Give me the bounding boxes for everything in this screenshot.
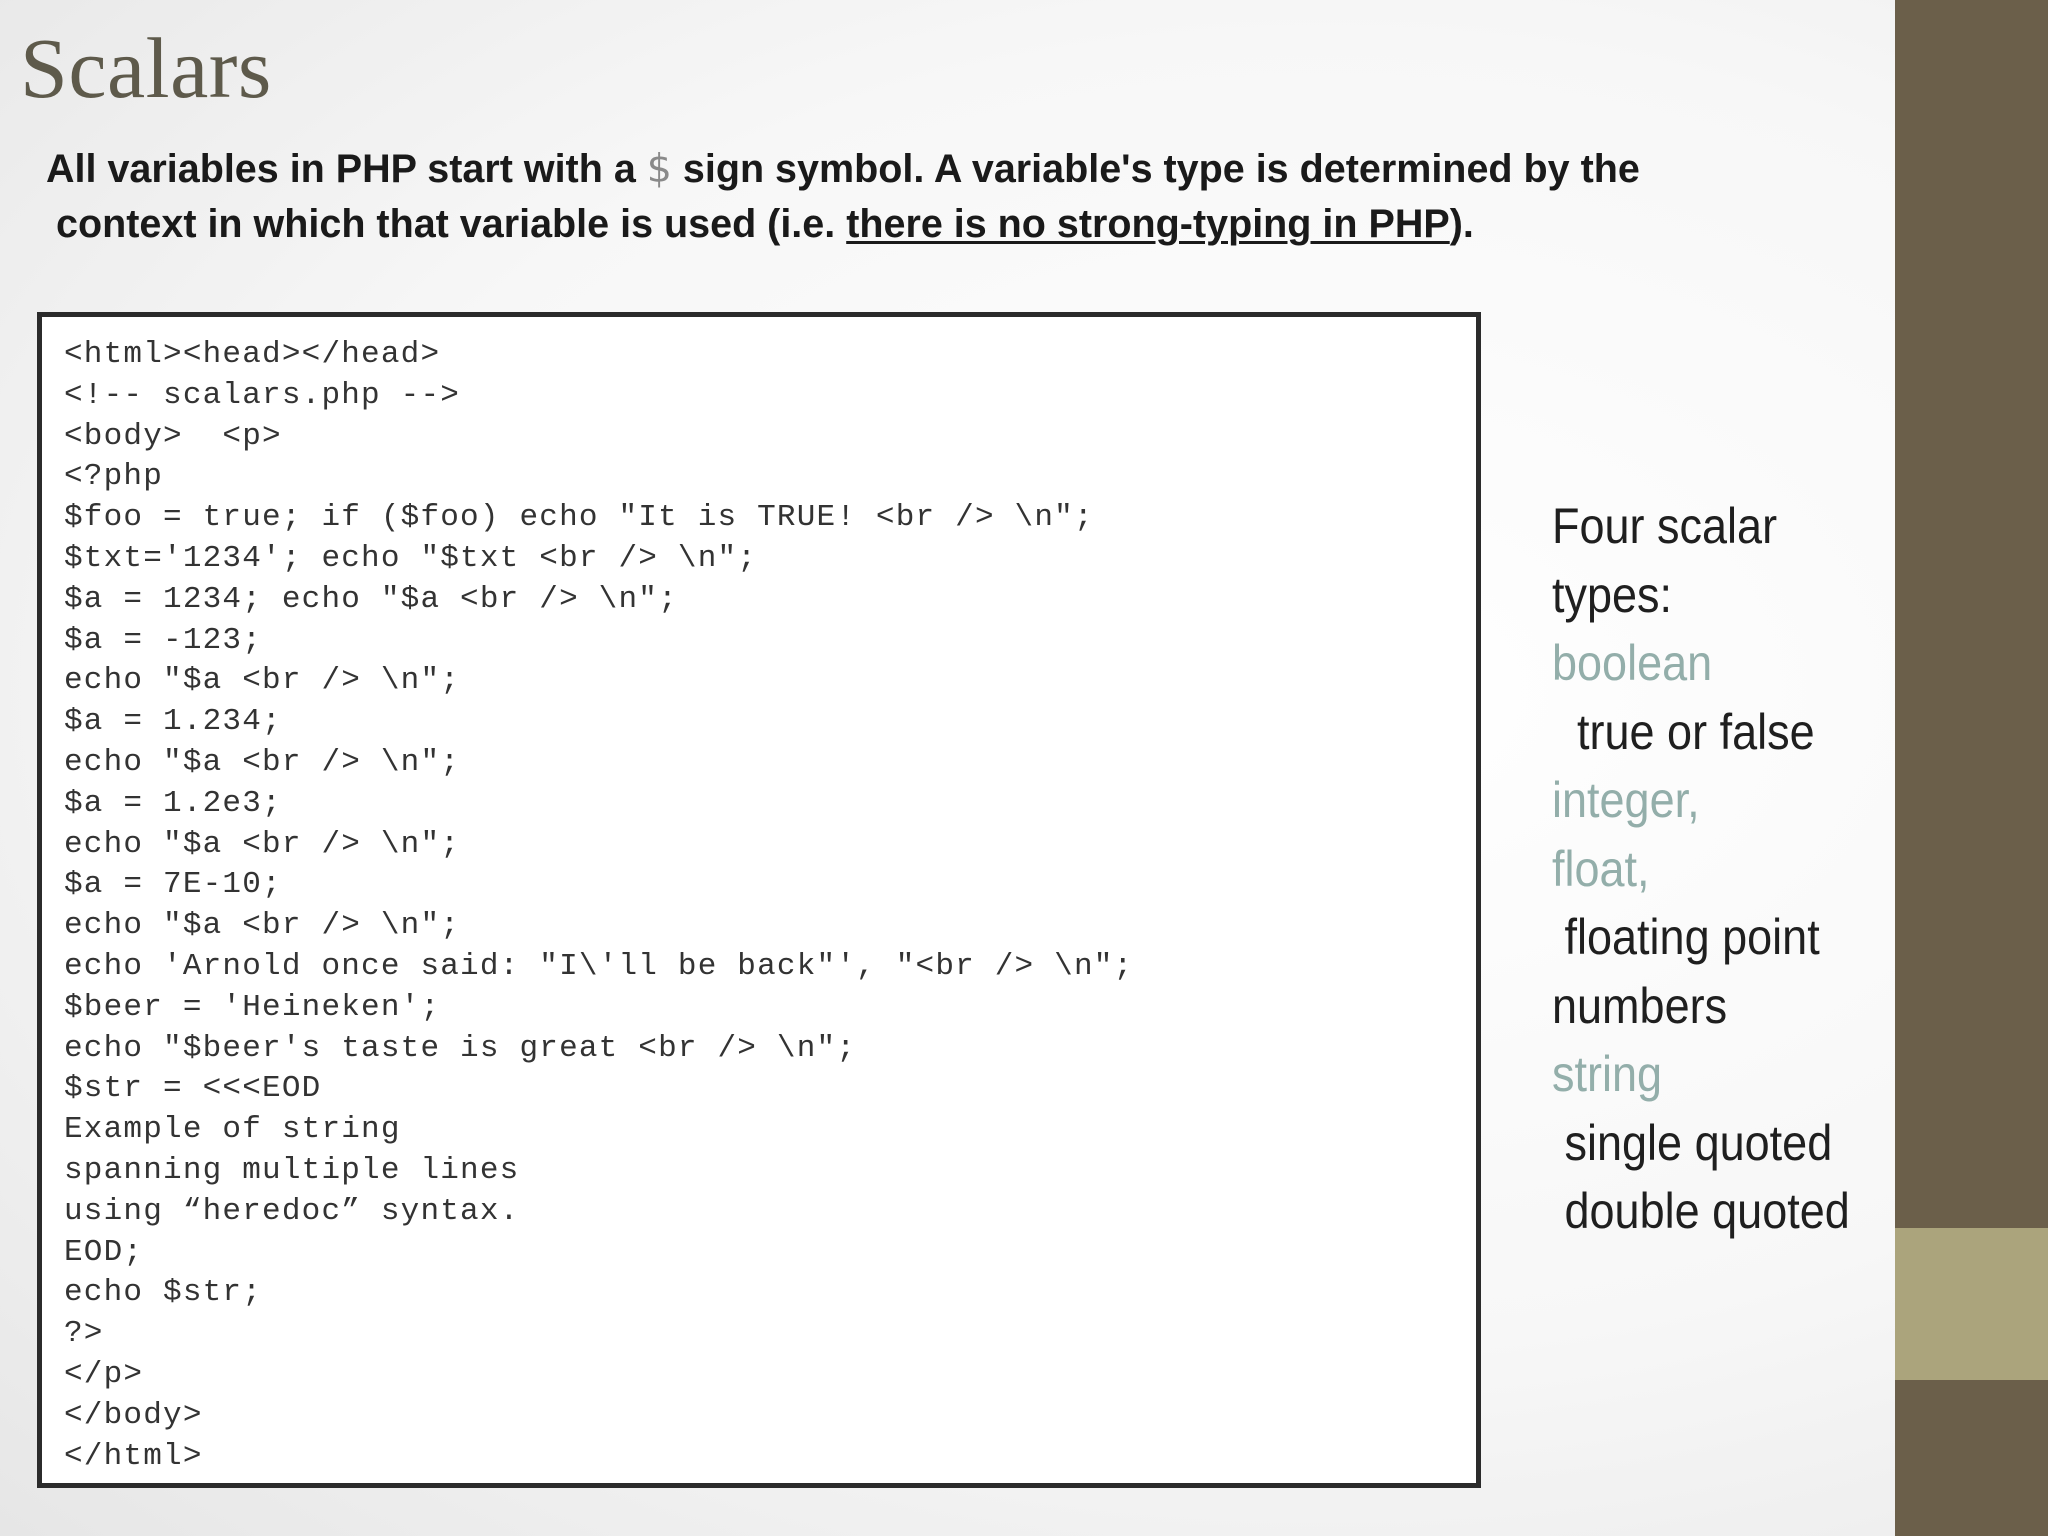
- type-float-description-2: numbers: [1552, 977, 1728, 1034]
- code-line: Example of string: [64, 1112, 401, 1148]
- intro-text-3: context in which that variable is used (i.e.: [56, 202, 847, 246]
- intro-text-2: sign symbol. A variable's type is determined by the: [671, 147, 1640, 191]
- code-line: using “heredoc” syntax.: [64, 1193, 520, 1229]
- code-line: $txt='1234'; echo "$txt <br /> \n";: [64, 540, 758, 576]
- code-line: $a = 7E-10;: [64, 867, 282, 903]
- code-line: $beer = 'Heineken';: [64, 989, 441, 1025]
- intro-underlined-text: there is no strong-typing in PHP: [846, 202, 1450, 246]
- code-line: </p>: [64, 1356, 144, 1392]
- dollar-sign-symbol: $: [646, 146, 672, 192]
- code-line: ?>: [64, 1316, 104, 1352]
- intro-paragraph: [46, 142, 1766, 252]
- type-boolean: boolean: [1552, 635, 1713, 691]
- type-float-description-1: floating point: [1552, 909, 1820, 965]
- code-listing: [64, 335, 1133, 1477]
- type-string-description-1: single quoted: [1552, 1114, 1833, 1171]
- types-heading-line-2: types:: [1552, 566, 1673, 623]
- code-line: $str = <<<EOD: [64, 1071, 322, 1107]
- code-line: $a = -123;: [64, 622, 263, 658]
- scalar-types-panel: [1552, 492, 1892, 1246]
- type-integer: integer,: [1552, 772, 1700, 828]
- code-line: $foo = true; if ($foo) echo "It is TRUE! <br /> \n";: [64, 500, 1094, 536]
- slide-title: Scalars: [20, 20, 272, 116]
- type-boolean-description: true or false: [1552, 703, 1815, 760]
- decorative-side-accent: [1895, 1228, 2048, 1380]
- intro-line-2: [46, 197, 1766, 252]
- code-line: echo "$a <br /> \n";: [64, 663, 461, 699]
- code-line: echo "$a <br /> \n";: [64, 744, 461, 780]
- code-line: echo $str;: [64, 1275, 263, 1311]
- type-string: string: [1552, 1046, 1663, 1102]
- intro-text-1: All variables in PHP start with a: [46, 147, 647, 191]
- code-line: echo 'Arnold once said: "I\'ll be back"', "<br /> \n";: [64, 948, 1134, 984]
- code-line: echo "$a <br /> \n";: [64, 908, 461, 944]
- code-line: </html>: [64, 1438, 203, 1474]
- code-line: echo "$beer's taste is great <br /> \n";: [64, 1030, 857, 1066]
- code-line: </body>: [64, 1397, 203, 1433]
- code-line: $a = 1.2e3;: [64, 785, 282, 821]
- types-heading-line-1: Four scalar: [1552, 498, 1778, 554]
- code-line: EOD;: [64, 1234, 144, 1270]
- code-listing-box: [37, 312, 1481, 1488]
- code-line: spanning multiple lines: [64, 1152, 520, 1188]
- type-float: float,: [1552, 840, 1650, 897]
- code-line: echo "$a <br /> \n";: [64, 826, 461, 862]
- type-string-description-2: double quoted: [1552, 1183, 1850, 1239]
- code-line: <?php: [64, 459, 164, 495]
- code-line: $a = 1234; echo "$a <br /> \n";: [64, 581, 678, 617]
- code-line: <body> <p>: [64, 418, 282, 454]
- code-line: $a = 1.234;: [64, 704, 282, 740]
- code-line: <html><head></head>: [64, 337, 441, 372]
- intro-text-4: ).: [1449, 202, 1474, 246]
- code-line: <!-- scalars.php -->: [64, 377, 461, 413]
